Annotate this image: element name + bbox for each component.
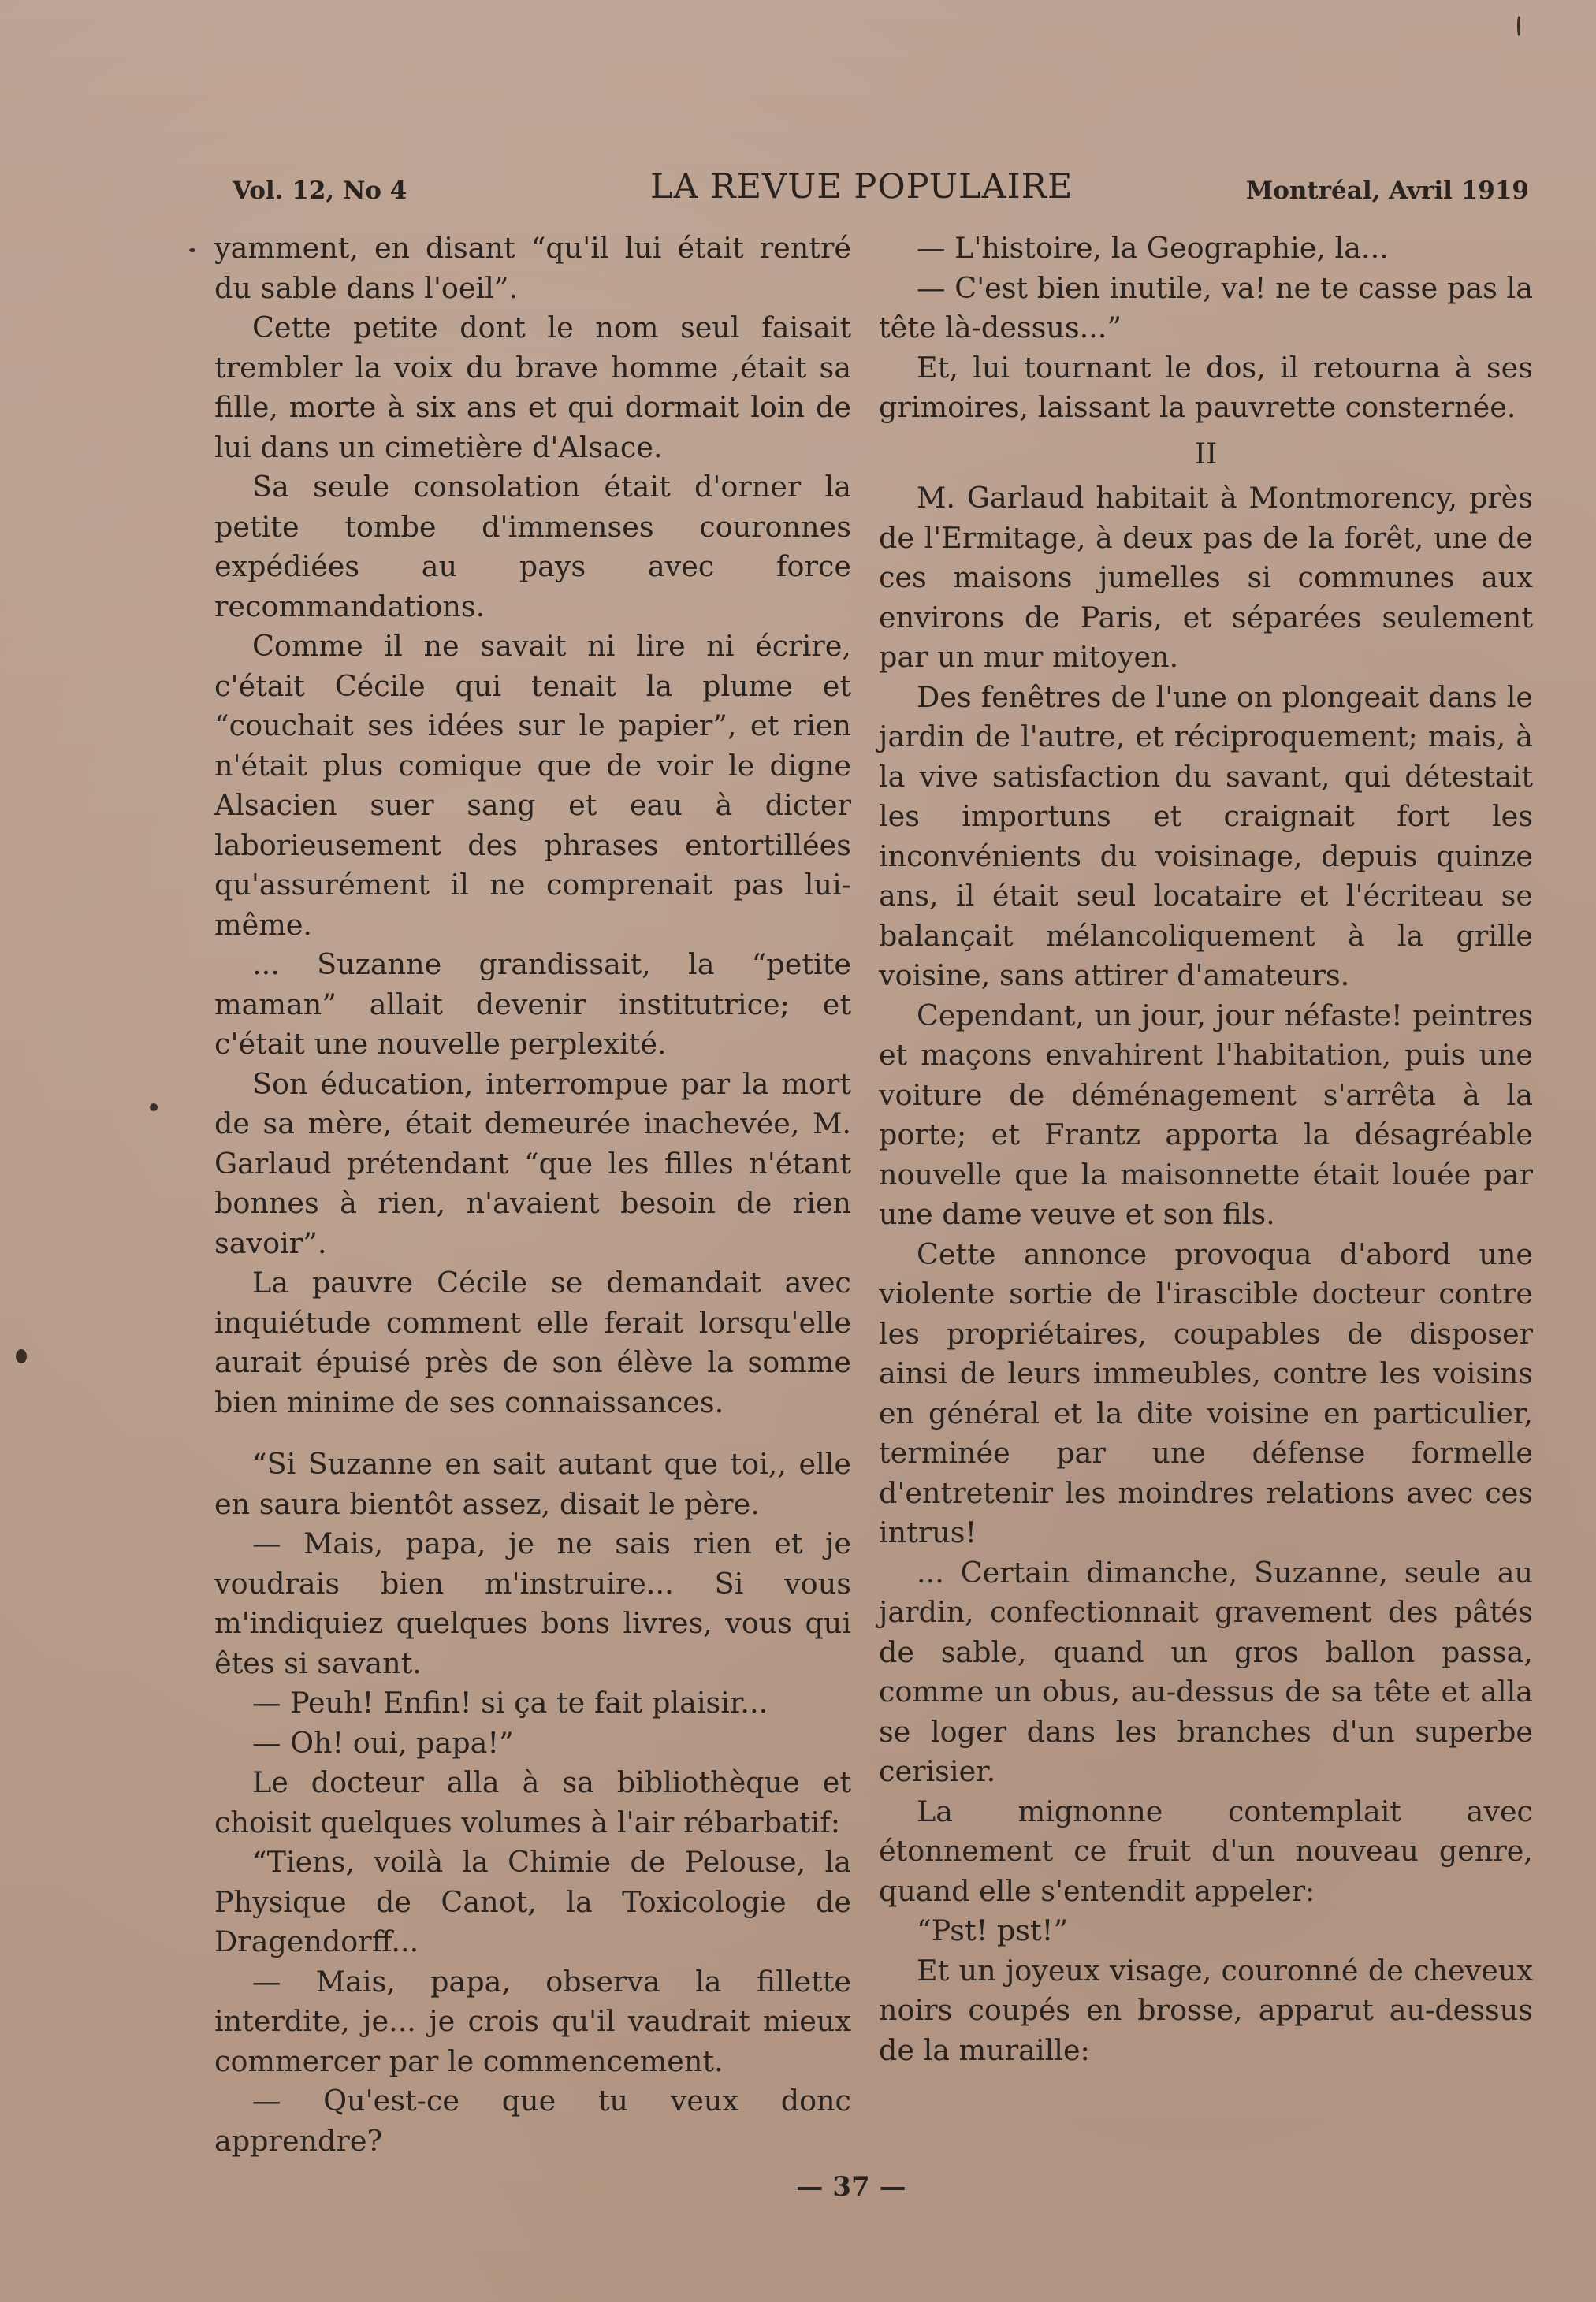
paragraph: ... Suzanne grandissait, la “petite maman” allait devenir institutrice; et c'était une nouvelle perplexité.: [214, 947, 851, 1061]
section-heading: II: [1194, 436, 1218, 470]
paragraph: Et un joyeux visage, couronné de cheveux noirs coupés en brosse, apparut au-dessus de la muraille:: [879, 1953, 1533, 2067]
paragraph: Des fenêtres de l'une on plongeait dans le jardin de l'autre, et réciproquement; mais, à la vive satisfaction du savant, qui détestait les importuns et craignait fort les inconvénients du voisinage, depuis quinze ans, il était seul locataire et l'écriteau se balançait mélancoliquement à la grille voisine, sans attirer d'amateurs.: [879, 679, 1533, 992]
paragraph: Le docteur alla à sa bibliothèque et choisit quelques volumes à l'air rébarbatif:: [214, 1765, 851, 1839]
publication-title: LA REVUE POPULAIRE: [650, 167, 1073, 206]
paragraph: — C'est bien inutile, va! ne te casse pas la tête là-dessus...”: [879, 270, 1533, 344]
paper-speck: [189, 248, 195, 252]
paragraph: ... Certain dimanche, Suzanne, seule au jardin, confectionnait gravement des pâtés de sable, quand un gros ballon passa, comme un obus, au-dessus de sa tête et alla se loger dans les branches d'un superbe cerisier.: [879, 1555, 1533, 1788]
paper-speck: [150, 1103, 158, 1111]
paragraph: Comme il ne savait ni lire ni écrire, c'était Cécile qui tenait la plume et “couchait ses idées sur le papier”, et rien n'était plus comique que de voir le digne Alsacien suer sang et eau à dicter laborieusement des phrases entortillées qu'assurément il ne comprenait pas lui-même.: [214, 629, 851, 942]
paragraph: Cependant, un jour, jour néfaste! peintres et maçons envahirent l'habitation, puis une voiture de déménagement s'arrêta à la porte; et Frantz apporta la désagréable nouvelle que la maisonnette était louée par une dame veuve et son fils.: [879, 998, 1533, 1231]
page-header: [233, 167, 1529, 214]
page-number: — 37 —: [796, 2171, 906, 2203]
paragraph: Cette petite dont le nom seul faisait trembler la voix du brave homme ,était sa fille, morte à six ans et qui dormait loin de lui dans un cimetière d'Alsace.: [214, 311, 851, 464]
paragraph: — L'histoire, la Geographie, la...: [917, 231, 1389, 265]
issue-date: Montréal, Avril 1919: [1245, 177, 1529, 205]
paragraph: “Si Suzanne en sait autant que toi,, elle en saura bientôt assez, disait le père.: [214, 1447, 851, 1521]
paragraph: yamment, en disant “qu'il lui était rentré du sable dans l'oeil”.: [214, 231, 851, 305]
paragraph: — Mais, papa, je ne sais rien et je voudrais bien m'instruire... Si vous m'indiquiez quelques bons livres, vous qui êtes si savant.: [214, 1527, 851, 1680]
paragraph: Et, lui tournant le dos, il retourna à ses grimoires, laissant la pauvrette consternée.: [879, 350, 1533, 424]
paragraph: — Oh! oui, papa!”: [252, 1725, 514, 1760]
paper-speck: [16, 1349, 27, 1363]
paper-speck: [1517, 16, 1520, 36]
right-column: [879, 229, 1533, 2070]
paragraph: La mignonne contemplait avec étonnement ce fruit d'un nouveau genre, quand elle s'entendit appeler:: [879, 1794, 1533, 1908]
paragraph: Cette annonce provoqua d'abord une violente sortie de l'irascible docteur contre les propriétaires, coupables de disposer ainsi de leurs immeubles, contre les voisins en général et la dite voisine en particulier, terminée par une défense formelle d'entretenir les moindres relations avec ces intrus!: [879, 1237, 1533, 1549]
paragraph: — Peuh! Enfin! si ça te fait plaisir...: [252, 1686, 768, 1720]
paragraph: Son éducation, interrompue par la mort de sa mère, était demeurée inachevée, M. Garlaud prétendant “que les filles n'étant bonnes à rien, n'avaient besoin de rien savoir”.: [214, 1066, 851, 1260]
left-column: [214, 229, 851, 2161]
paragraph: — Qu'est-ce que tu veux donc apprendre?: [214, 2084, 851, 2158]
paragraph: Sa seule consolation était d'orner la petite tombe d'immenses couronnes expédiées au pays avec force recommandations.: [214, 470, 851, 623]
paragraph: La pauvre Cécile se demandait avec inquiétude comment elle ferait lorsqu'elle aurait épuisé près de son élève la somme bien minime de ses connaissances.: [214, 1266, 851, 1419]
volume-number: Vol. 12, No 4: [233, 177, 407, 205]
paragraph: — Mais, papa, observa la fillette interdite, je... je crois qu'il vaudrait mieux commercer par le commencement.: [214, 1964, 851, 2078]
paragraph: “Pst! pst!”: [917, 1913, 1068, 1947]
paragraph: M. Garlaud habitait à Montmorency, près de l'Ermitage, à deux pas de la forêt, une de ces maisons jumelles si communes aux environs de Paris, et séparées seulement par un mur mitoyen.: [879, 481, 1533, 674]
paragraph: “Tiens, voilà la Chimie de Pelouse, la Physique de Canot, la Toxicologie de Dragendorff...: [214, 1845, 851, 1958]
